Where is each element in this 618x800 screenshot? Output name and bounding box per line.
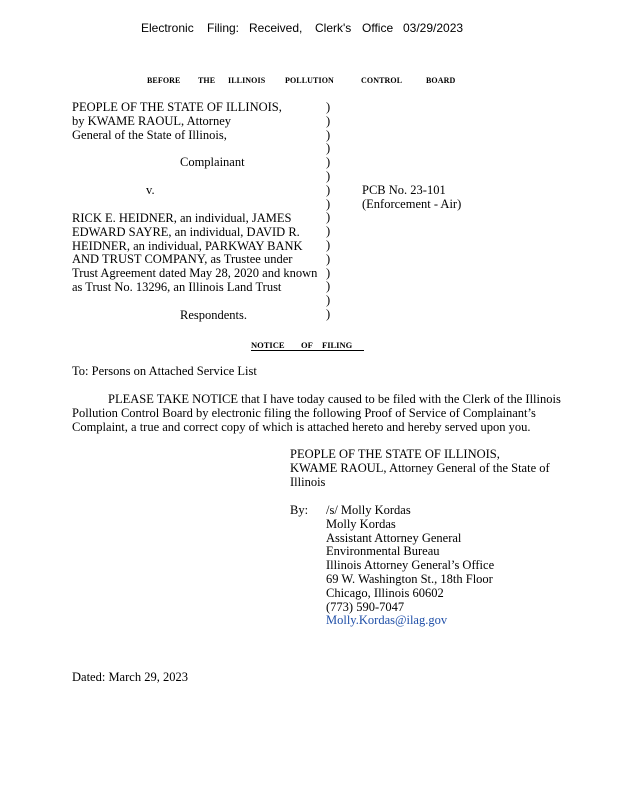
signer-email-link[interactable]: Molly.Kordas@ilag.gov	[326, 613, 448, 628]
paren: )	[326, 293, 331, 308]
board-title-word: BOARD	[426, 76, 456, 85]
signer-office: Illinois Attorney General’s Office	[326, 558, 495, 573]
respondents-label: Respondents.	[180, 308, 248, 322]
board-title-word: ILLINOIS	[228, 76, 266, 85]
stamp-date: 03/29/2023	[403, 21, 464, 35]
case-number: PCB No. 23-101	[362, 183, 446, 197]
signature-party	[290, 448, 550, 489]
paren: )	[326, 265, 331, 280]
caption-line: EDWARD SAYRE, an individual, DAVID R.	[72, 224, 300, 239]
notice-title-word: NOTICE	[251, 340, 285, 350]
paren: )	[326, 306, 331, 321]
to-line: To: Persons on Attached Service List	[72, 364, 257, 378]
caption-paren-column	[326, 101, 330, 322]
complainant-label: Complainant	[180, 155, 245, 169]
signature-party-line: KWAME RAOUL, Attorney General of the State of	[290, 460, 550, 475]
paren: )	[326, 155, 331, 170]
stamp-word: Filing:	[207, 21, 240, 35]
signer-phone: (773) 590-7047	[326, 599, 405, 614]
caption-line: AND TRUST COMPANY, as Trustee under	[72, 252, 293, 267]
caption-line: General of the State of Illinois,	[72, 127, 227, 142]
board-title-word: POLLUTION	[285, 76, 334, 85]
signer-name: Molly Kordas	[326, 516, 396, 531]
signature-party-line: Illinois	[290, 474, 326, 489]
signer-city: Chicago, Illinois 60602	[326, 585, 444, 600]
caption-line: Trust Agreement dated May 28, 2020 and known	[72, 266, 318, 281]
paragraph-line: PLEASE TAKE NOTICE that I have today caused to be filed with the Clerk of the Illinois	[108, 392, 561, 406]
board-title-word: CONTROL	[361, 76, 403, 85]
signature-block	[326, 504, 494, 628]
paragraph-line: Pollution Control Board by electronic filing the following Proof of Service of Complainant’s	[72, 405, 536, 420]
paren: )	[326, 196, 331, 211]
paren: )	[326, 237, 331, 252]
notice-title-word: OF	[301, 340, 313, 350]
board-title-word: BEFORE	[147, 76, 181, 85]
board-title-word: THE	[198, 76, 216, 85]
electronic-signature: /s/ Molly Kordas	[326, 503, 411, 517]
stamp-word: Clerk's	[315, 21, 352, 35]
paren: )	[326, 251, 331, 266]
versus-label: v.	[146, 183, 155, 197]
stamp-word: Received,	[249, 21, 303, 35]
notice-paragraph	[72, 393, 561, 434]
paren: )	[326, 141, 331, 156]
paren: )	[326, 182, 331, 197]
case-type: (Enforcement - Air)	[362, 197, 462, 211]
paren: )	[326, 100, 331, 114]
notice-title-underline	[251, 350, 364, 351]
signer-title: Assistant Attorney General	[326, 530, 462, 545]
stamp-word: Office	[362, 21, 394, 35]
dated-line: Dated: March 29, 2023	[72, 670, 188, 684]
paren: )	[326, 168, 331, 183]
paren: )	[326, 113, 331, 128]
caption-line: by KWAME RAOUL, Attorney	[72, 113, 232, 128]
stamp-word: Electronic	[141, 21, 194, 35]
paren: )	[326, 224, 331, 239]
complainant-party	[72, 101, 282, 142]
signature-party-line: PEOPLE OF THE STATE OF ILLINOIS,	[290, 447, 500, 461]
caption-line: HEIDNER, an individual, PARKWAY BANK	[72, 238, 303, 253]
caption-line: RICK E. HEIDNER, an individual, JAMES	[72, 211, 292, 225]
caption-line: as Trust No. 13296, an Illinois Land Trust	[72, 279, 282, 294]
notice-title-word: FILING	[322, 340, 353, 350]
paragraph-line: Complaint, a true and correct copy of which is attached hereto and hereby served upon you.	[72, 419, 531, 434]
paren: )	[326, 210, 331, 225]
caption-line: PEOPLE OF THE STATE OF ILLINOIS,	[72, 100, 282, 114]
signer-bureau: Environmental Bureau	[326, 544, 440, 559]
respondent-parties	[72, 212, 317, 295]
by-label: By:	[290, 503, 309, 517]
signer-street: 69 W. Washington St., 18th Floor	[326, 571, 493, 586]
paren: )	[326, 279, 331, 294]
paren: )	[326, 127, 331, 142]
